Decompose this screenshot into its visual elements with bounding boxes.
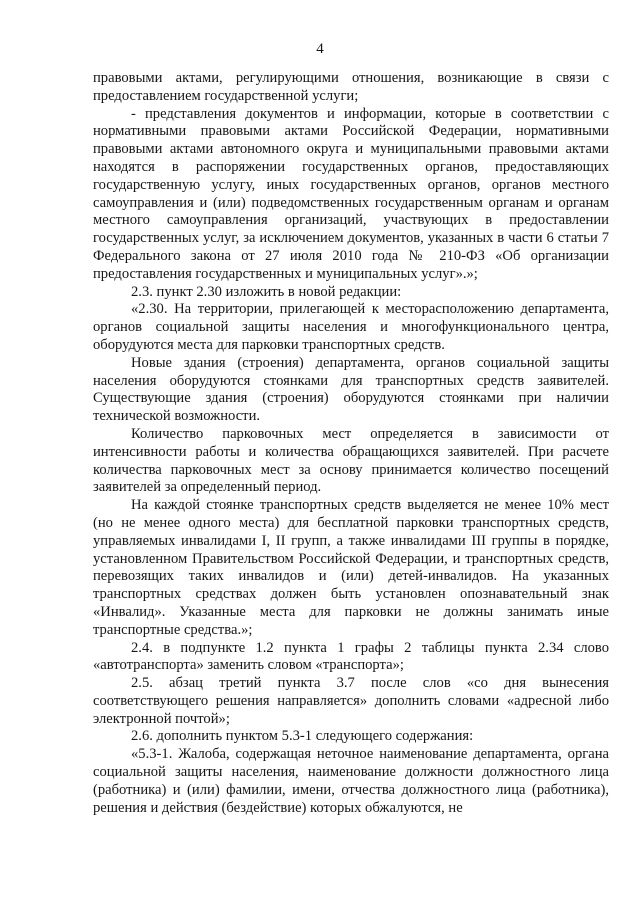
paragraph-clause-5-3-1: «5.3-1. Жалоба, содержащая неточное наименование департамента, органа социальной защиты населения, наименование должности должностного лица (работника) и (или) фамилии, имени, отчества должностного лица (работника), решения и действия (бездействие) которых обжалуются, не [93,746,609,816]
paragraph-item-2-4: 2.4. в подпункте 1.2 пункта 1 графы 2 таблицы пункта 2.34 слово «автотранспорта» заменить словом «транспорта»; [93,639,609,674]
document-body [93,70,609,817]
paragraph-item-2-5: 2.5. абзац третий пункта 3.7 после слов «со дня вынесения соответствующего решения направляется» дополнить словами «адресной либо электронной почтой»; [93,675,609,727]
paragraph-item-2-6: 2.6. дополнить пунктом 5.3-1 следующего содержания: [131,728,474,745]
paragraph-documents-list: - представления документов и информации, которые в соответствии с нормативными правовыми актами Российской Федерации, нормативными правовыми актами автономного округа и муниципальными правовыми актами находятся в распоряжении государственных органов, предоставляющих государственную услугу, иных государственных органов, органов местного самоуправления и (или) подведомственных государственным органам и органам местного самоуправления организаций, участвующих в предоставлении государственных услуг, за исключением документов, указанных в части 6 статьи 7 Федерального закона от 27 июля 2010 года № 210-ФЗ «Об организации предоставления государственных и муниципальных услуг».»; [93,105,609,282]
paragraph-disabled-parking: На каждой стоянке транспортных средств выделяется не менее 10% мест (но не менее одного места) для бесплатной парковки транспортных средств, управляемых инвалидами I, II групп, а также инвалидами III группы в порядке, установленном Правительством Российской Федерации, и транспортных средств, перевозящих таких инвалидов и (или) детей-инвалидов. На указанных транспортных средствах должен быть установлен опознавательный знак «Инвалид». Указанные места для парковки не должны занимать иные транспортные средства.»; [93,497,609,638]
paragraph-continuation: правовыми актами, регулирующими отношения, возникающие в связи с предоставлением государственной услуги; [93,70,609,104]
paragraph-parking-count: Количество парковочных мест определяется в зависимости от интенсивности работы и количества обращающихся заявителей. При расчете количества парковочных мест за основу принимается количество посещений заявителей за определенный период. [93,425,609,496]
page-number: 4 [316,41,324,57]
paragraph-item-2-3: 2.3. пункт 2.30 изложить в новой редакции: [131,283,402,300]
paragraph-clause-2-30: «2.30. На территории, прилегающей к месторасположению департамента, органов социальной защиты населения и многофункционального центра, оборудуются места для парковки транспортных средств. [93,301,609,353]
paragraph-new-buildings: Новые здания (строения) департамента, органов социальной защиты населения оборудуются стоянками для транспортных средств заявителей. Существующие здания (строения) оборудуются стоянками при наличии технической возможности. [93,354,609,425]
